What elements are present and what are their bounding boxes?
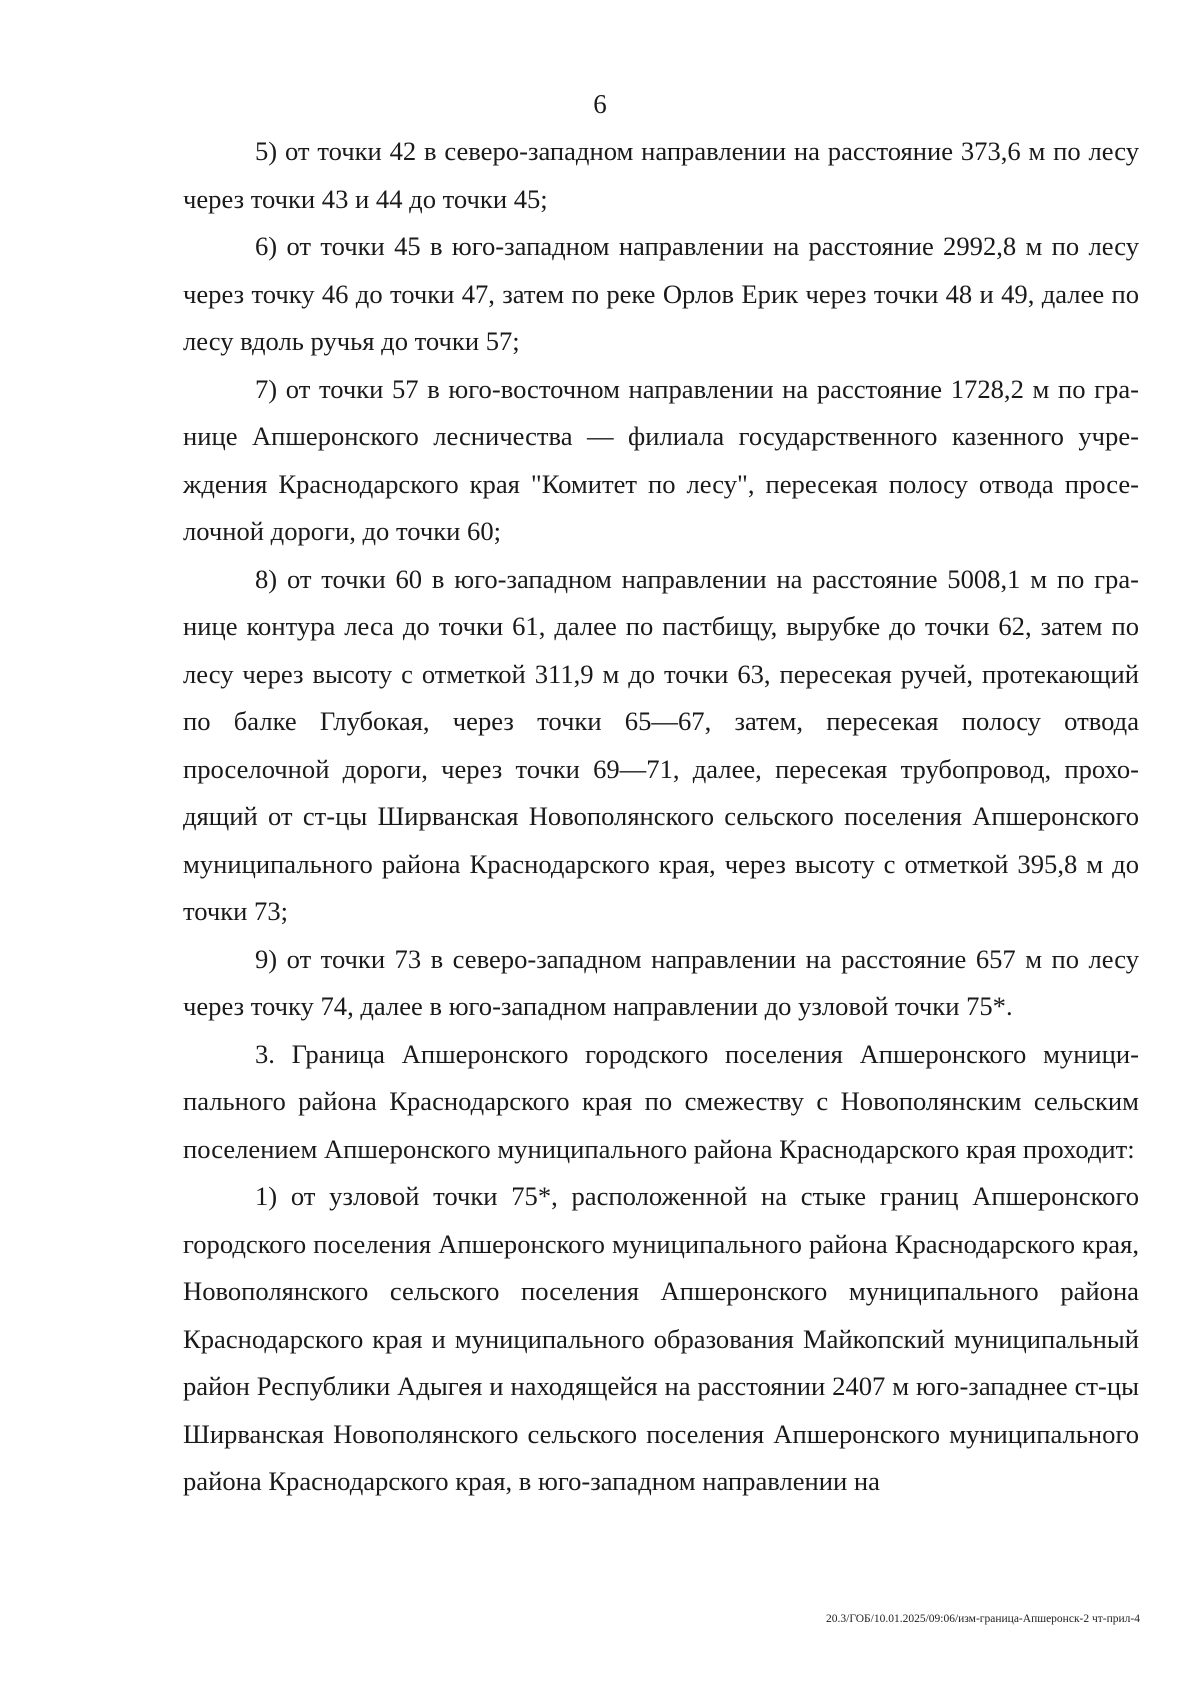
paragraph-section-3: 3. Граница Апшеронского городского поселения Апшеронского муниципального района Краснодарского края по смежеству с Новополянским сельским поселением Апшеронского муниципального района Краснодарского края проходит: [183, 1038, 1139, 1164]
paragraph-item-9: 9) от точки 73 в северо-западном направлении на расстояние 657 м по лесу через точку 74, далее в юго-западном направлении до узловой точки 75*. [183, 943, 1139, 1021]
paragraph-item-5: 5) от точки 42 в северо-западном направлении на расстояние 373,6 м по лесу через точки 43 и 44 до точки 45; [183, 136, 1139, 214]
paragraph-item-8: 8) от точки 60 в юго-западном направлении на расстояние 5008,1 м по границе контура леса до точки 61, далее по пастбищу, вырубке до точки 62, затем по лесу через высоту с отметкой 311,9 м до точки 63, пересекая ручей, протекающий по балке Глубокая, через точки 65—67, затем, пересекая полосу отвода проселочной дороги, через точки 69—71, далее, пересекая трубопровод, проходящий от ст-цы Ширванская Новополянского сельского поселения Апшеронского муниципального района Краснодарского края, через высоту с отметкой 395,8 м до точки 73; [183, 563, 1139, 926]
paragraph-item-6: 6) от точки 45 в юго-западном направлении на расстояние 2992,8 м по лесу через точку 46 до точки 47, затем по реке Орлов Ерик через точки 48 и 49, далее по лесу вдоль ручья до точки 57; [183, 231, 1139, 356]
document-footer-code: 20.3/ГОБ/10.01.2025/09:06/изм-граница-Апшеронск-2 чт-прил-4 [826, 1613, 1140, 1625]
page-number: 6 [593, 89, 607, 119]
document-body [183, 128, 1139, 1506]
paragraph-item-7: 7) от точки 57 в юго-восточном направлении на расстояние 1728,2 м по границе Апшеронского лесничества — филиала государственного казенного учреждения Краснодарского края "Комитет по лесу", пересекая полосу отвода проселочной дороги, до точки 60; [183, 373, 1139, 546]
paragraph-section-3-item-1: 1) от узловой точки 75*, расположенной на стыке границ Апшеронского городского поселения Апшеронского муниципального района Краснодарского края, Новополянского сельского поселения Апшеронского муниципального района Краснодарского края и муниципального образования Майкопский муниципальный район Республики Адыгея и находящейся на расстоянии 2407 м юго-западнее ст-цы Ширванская Новополянского сельского поселения Апшеронского муниципального района Краснодарского края, в юго-западном направлении на [183, 1181, 1139, 1496]
